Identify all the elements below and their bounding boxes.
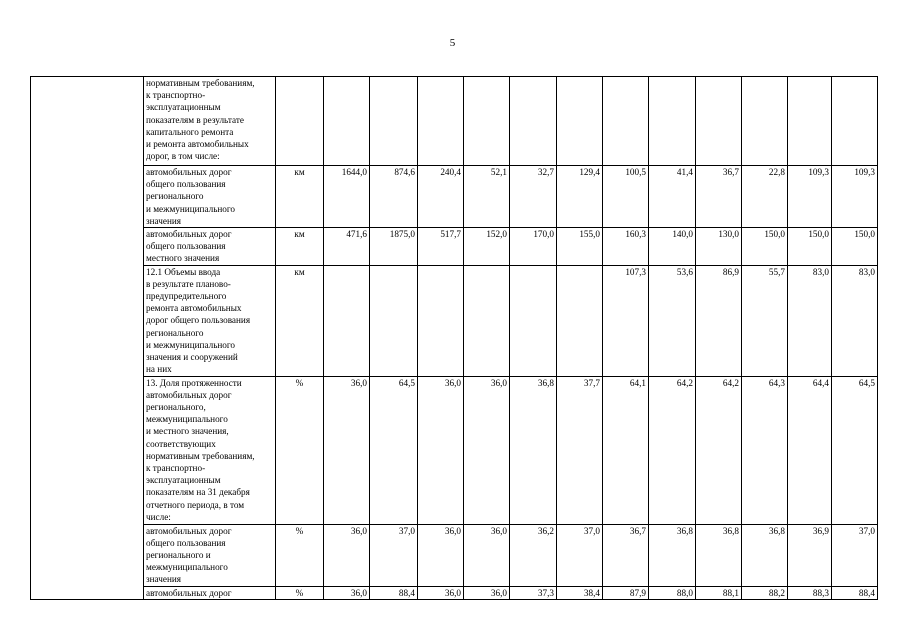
value-cell: 22,8 xyxy=(742,166,788,228)
value-cell: 83,0 xyxy=(832,265,878,376)
value-cell xyxy=(696,77,742,166)
value-cell: 88,4 xyxy=(370,586,418,599)
table-row xyxy=(31,586,878,599)
value-cell: 150,0 xyxy=(742,228,788,266)
value-cell: 240,4 xyxy=(418,166,464,228)
value-cell: 37,0 xyxy=(557,524,603,586)
value-cell: 100,5 xyxy=(603,166,649,228)
value-cell xyxy=(649,77,696,166)
value-cell: 517,7 xyxy=(418,228,464,266)
unit-cell: км xyxy=(276,228,324,266)
unit-cell: % xyxy=(276,524,324,586)
value-cell: 64,3 xyxy=(742,376,788,524)
value-cell: 36,0 xyxy=(418,376,464,524)
value-cell: 55,7 xyxy=(742,265,788,376)
value-cell: 53,6 xyxy=(649,265,696,376)
value-cell xyxy=(832,77,878,166)
value-cell: 64,2 xyxy=(649,376,696,524)
page-number: 5 xyxy=(449,37,456,49)
value-cell: 36,8 xyxy=(510,376,557,524)
value-cell xyxy=(418,77,464,166)
indicator-label: автомобильных дорог общего пользования регионального и межмуниципального значения xyxy=(144,166,276,228)
value-cell: 36,7 xyxy=(603,524,649,586)
unit-cell: км xyxy=(276,166,324,228)
value-cell xyxy=(557,265,603,376)
indicator-label: нормативным требованиям, к транспортно- эксплуатационным показателям в результате капитального ремонта и ремонта автомобильных дорог, в том числе: xyxy=(144,77,276,166)
indicator-label: 13. Доля протяженности автомобильных дорог регионального, межмуниципального и местного значения, соответствующих нормативным требованиям, к транспортно- эксплуатационным показателям на 31 декабря отчетного периода, в том числе: xyxy=(144,376,276,524)
value-cell: 37,0 xyxy=(832,524,878,586)
value-cell xyxy=(557,77,603,166)
value-cell: 152,0 xyxy=(464,228,510,266)
value-cell: 86,9 xyxy=(696,265,742,376)
unit-cell: км xyxy=(276,265,324,376)
value-cell: 88,2 xyxy=(742,586,788,599)
indicator-label: автомобильных дорог общего пользования регионального и межмуниципального значения xyxy=(144,524,276,586)
value-cell: 160,3 xyxy=(603,228,649,266)
value-cell: 36,8 xyxy=(649,524,696,586)
value-cell: 107,3 xyxy=(603,265,649,376)
table-row xyxy=(31,265,878,376)
value-cell: 64,5 xyxy=(832,376,878,524)
value-cell xyxy=(464,265,510,376)
value-cell: 129,4 xyxy=(557,166,603,228)
indicator-label: 12.1 Объемы ввода в результате планово- предупредительного ремонта автомобильных дорог общего пользования регионального и межмуниципального значения и сооружений на них xyxy=(144,265,276,376)
unit-cell: % xyxy=(276,376,324,524)
value-cell xyxy=(324,77,370,166)
value-cell xyxy=(742,77,788,166)
value-cell: 150,0 xyxy=(832,228,878,266)
value-cell: 36,0 xyxy=(324,524,370,586)
value-cell: 36,0 xyxy=(324,376,370,524)
value-cell: 64,4 xyxy=(788,376,832,524)
value-cell: 36,8 xyxy=(742,524,788,586)
value-cell: 64,2 xyxy=(696,376,742,524)
empty-number-cell xyxy=(31,77,144,600)
value-cell xyxy=(603,77,649,166)
value-cell xyxy=(510,77,557,166)
value-cell: 87,9 xyxy=(603,586,649,599)
value-cell: 36,9 xyxy=(788,524,832,586)
value-cell: 83,0 xyxy=(788,265,832,376)
value-cell xyxy=(370,77,418,166)
value-cell: 38,4 xyxy=(557,586,603,599)
value-cell: 37,7 xyxy=(557,376,603,524)
value-cell: 52,1 xyxy=(464,166,510,228)
indicator-label: автомобильных дорог xyxy=(144,586,276,599)
value-cell xyxy=(510,265,557,376)
value-cell: 1644,0 xyxy=(324,166,370,228)
value-cell: 170,0 xyxy=(510,228,557,266)
value-cell: 874,6 xyxy=(370,166,418,228)
table-row xyxy=(31,228,878,266)
value-cell: 36,0 xyxy=(464,524,510,586)
value-cell xyxy=(324,265,370,376)
value-cell: 150,0 xyxy=(788,228,832,266)
value-cell: 32,7 xyxy=(510,166,557,228)
value-cell: 36,0 xyxy=(418,524,464,586)
value-cell: 64,5 xyxy=(370,376,418,524)
value-cell: 36,0 xyxy=(324,586,370,599)
table-row xyxy=(31,77,878,166)
value-cell: 88,1 xyxy=(696,586,742,599)
value-cell: 64,1 xyxy=(603,376,649,524)
value-cell: 471,6 xyxy=(324,228,370,266)
value-cell: 36,8 xyxy=(696,524,742,586)
value-cell xyxy=(788,77,832,166)
value-cell: 36,7 xyxy=(696,166,742,228)
unit-cell xyxy=(276,77,324,166)
table-row xyxy=(31,524,878,586)
value-cell xyxy=(418,265,464,376)
value-cell: 36,0 xyxy=(418,586,464,599)
value-cell: 130,0 xyxy=(696,228,742,266)
value-cell: 1875,0 xyxy=(370,228,418,266)
value-cell: 36,0 xyxy=(464,586,510,599)
value-cell: 37,3 xyxy=(510,586,557,599)
value-cell: 88,3 xyxy=(788,586,832,599)
value-cell: 155,0 xyxy=(557,228,603,266)
value-cell: 109,3 xyxy=(832,166,878,228)
table-row xyxy=(31,376,878,524)
value-cell xyxy=(370,265,418,376)
table-row xyxy=(31,166,878,228)
unit-cell: % xyxy=(276,586,324,599)
value-cell: 36,2 xyxy=(510,524,557,586)
value-cell: 109,3 xyxy=(788,166,832,228)
value-cell: 41,4 xyxy=(649,166,696,228)
value-cell: 36,0 xyxy=(464,376,510,524)
indicator-label: автомобильных дорог общего пользования местного значения xyxy=(144,228,276,266)
value-cell xyxy=(464,77,510,166)
value-cell: 88,4 xyxy=(832,586,878,599)
value-cell: 88,0 xyxy=(649,586,696,599)
indicators-table xyxy=(30,76,878,600)
value-cell: 37,0 xyxy=(370,524,418,586)
value-cell: 140,0 xyxy=(649,228,696,266)
